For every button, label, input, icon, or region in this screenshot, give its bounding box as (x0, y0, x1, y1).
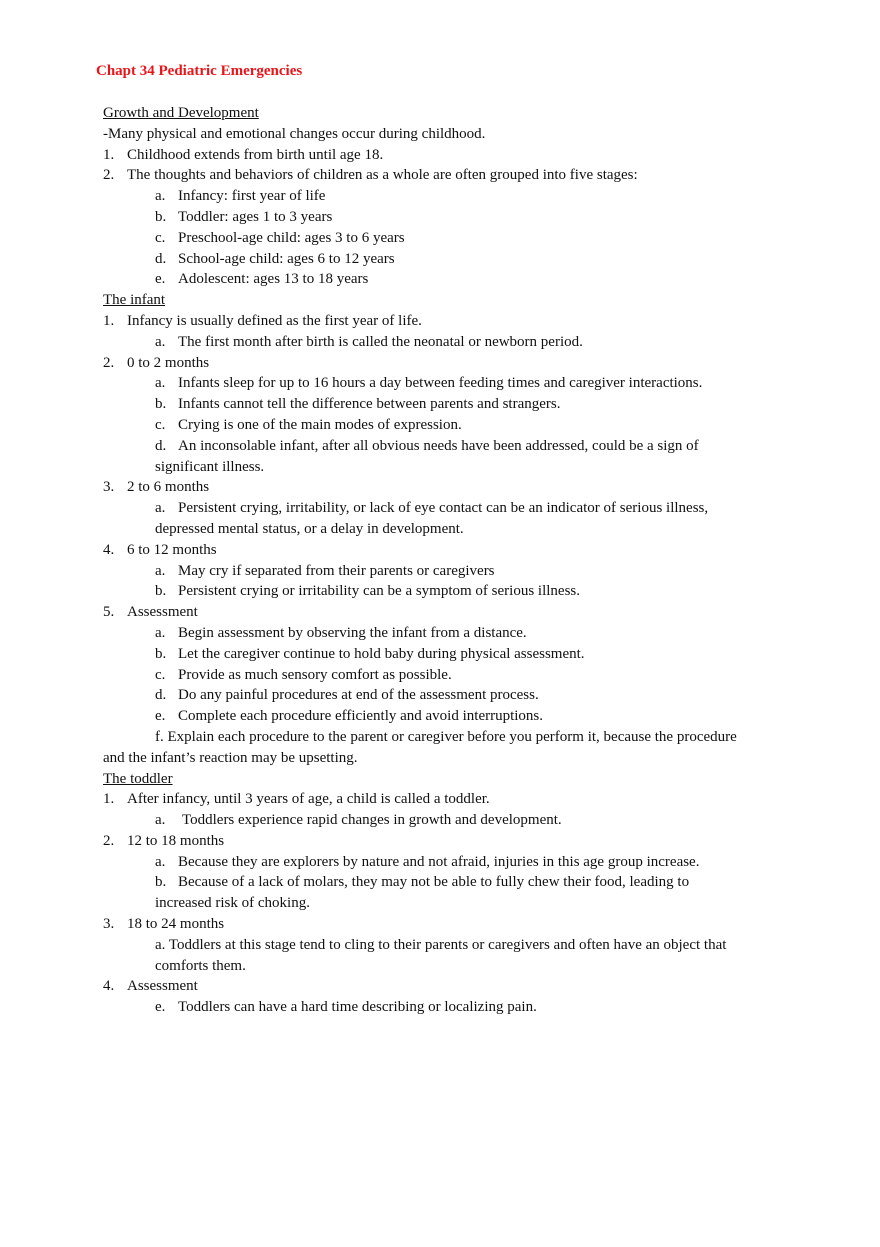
list-item: 5. Assessment (103, 604, 198, 621)
sub-list-item: f. Explain each procedure to the parent or caregiver before you perform it, because the procedure (155, 728, 737, 745)
sub-list-item: a. Infants sleep for up to 16 hours a day between feeding times and caregiver interactions. (155, 375, 703, 392)
sub-list-item: a. May cry if separated from their parents or caregivers (155, 562, 495, 579)
list-item: 1. After infancy, until 3 years of age, a child is called a toddler. (103, 791, 490, 808)
sub-list-item: e. Complete each procedure efficiently and avoid interruptions. (155, 708, 544, 725)
list-item: 3. 2 to 6 months (103, 479, 210, 496)
sub-list-item: c. Preschool-age child: ages 3 to 6 years (155, 229, 405, 246)
sub-list-item: b. Because of a lack of molars, they may not be able to fully chew their food, leading to (155, 874, 690, 891)
sub-list-item: e. Toddlers can have a hard time describing or localizing pain. (155, 999, 537, 1016)
sub-list-item: d. An inconsolable infant, after all obvious needs have been addressed, could be a sign of (155, 437, 699, 454)
sub-list-item: a. Begin assessment by observing the infant from a distance. (155, 624, 527, 641)
sub-list-item-continuation: depressed mental status, or a delay in development. (155, 520, 464, 537)
sub-list-item: b. Infants cannot tell the difference between parents and strangers. (155, 396, 561, 413)
sub-list-item: a. Toddlers at this stage tend to cling to their parents or caregivers and often have an object that (155, 936, 727, 953)
list-item: 2. 0 to 2 months (103, 354, 210, 371)
sub-list-item: b. Persistent crying or irritability can be a symptom of serious illness. (155, 583, 581, 600)
sub-list-item-continuation: increased risk of choking. (155, 895, 310, 912)
list-item: 4. 6 to 12 months (103, 541, 217, 558)
sub-list-item-continuation: and the infant’s reaction may be upsetting. (103, 749, 358, 766)
list-item: 4. Assessment (103, 978, 198, 995)
sub-list-item: a. Toddlers experience rapid changes in growth and development. (155, 812, 562, 829)
sub-list-item: d. School-age child: ages 6 to 12 years (155, 250, 395, 267)
sub-list-item-continuation: comforts them. (155, 957, 246, 974)
section-heading-toddler: The toddler (103, 770, 173, 787)
growth-intro: -Many physical and emotional changes occur during childhood. (103, 125, 486, 142)
sub-list-item: b. Let the caregiver continue to hold baby during physical assessment. (155, 645, 585, 662)
sub-list-item: e. Adolescent: ages 13 to 18 years (155, 271, 369, 288)
sub-list-item-continuation: significant illness. (155, 458, 265, 475)
list-item: 1. Childhood extends from birth until age 18. (103, 146, 384, 163)
section-heading-infant: The infant (103, 292, 166, 309)
list-item: 2. The thoughts and behaviors of children as a whole are often grouped into five stages: (103, 167, 638, 184)
sub-list-item: a. The first month after birth is called the neonatal or newborn period. (155, 333, 583, 350)
sub-list-item: a. Persistent crying, irritability, or lack of eye contact can be an indicator of serious illness, (155, 500, 709, 517)
list-item: 2. 12 to 18 months (103, 832, 225, 849)
list-item: 3. 18 to 24 months (103, 916, 225, 933)
sub-list-item: c. Crying is one of the main modes of expression. (155, 416, 462, 433)
sub-list-item: c. Provide as much sensory comfort as possible. (155, 666, 452, 683)
sub-list-item: a. Because they are explorers by nature and not afraid, injuries in this age group increase. (155, 853, 700, 870)
sub-list-item: a. Infancy: first year of life (155, 188, 326, 205)
document-body (0, 103, 880, 1018)
list-item: 1. Infancy is usually defined as the first year of life. (103, 312, 422, 329)
section-heading-growth: Growth and Development (103, 105, 259, 121)
document-title: Chapt 34 Pediatric Emergencies (96, 63, 303, 79)
sub-list-item: d. Do any painful procedures at end of the assessment process. (155, 687, 539, 704)
sub-list-item: b. Toddler: ages 1 to 3 years (155, 208, 333, 225)
